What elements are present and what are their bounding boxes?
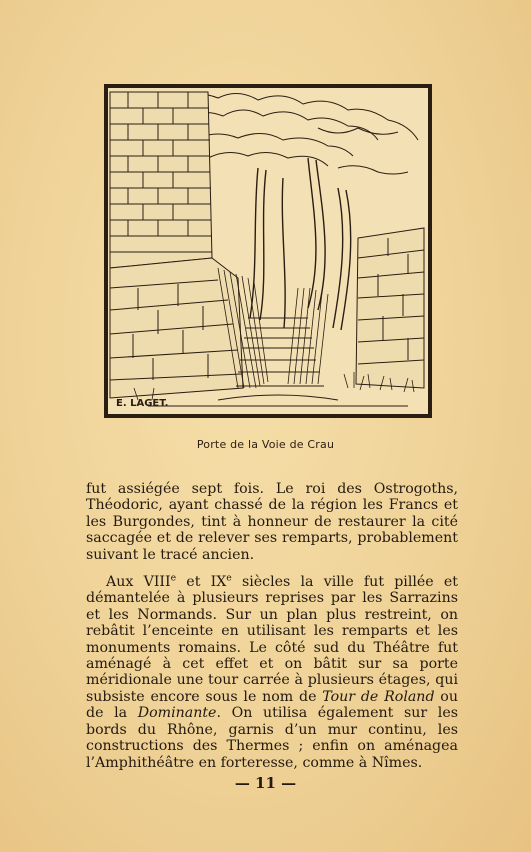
- illustration-frame: [104, 84, 432, 418]
- paragraph-2-part: . On utilisa également sur les bords du Rhône, garnis d’un mur continu, les constructions des Thermes ; enfin on aménagea l’Amphithéâtre en forteresse, comme à Nîmes.: [86, 705, 458, 771]
- paragraph-2-part: Aux VIII: [106, 574, 171, 591]
- paragraph-1: fut assiégée sept fois. Le roi des Ostrogoths, Théodoric, ayant chassé de la région les Francs et les Burgondes, tint à honneur de restaurer la cité saccagée et de relever ses remparts, probablement suivant le tracé ancien.: [86, 481, 458, 563]
- figure-caption: Porte de la Voie de Crau: [196, 438, 335, 451]
- superscript: e: [226, 572, 232, 584]
- left-tower: [110, 92, 212, 268]
- left-wall: [110, 258, 243, 398]
- body-text: [86, 481, 458, 782]
- paragraph-2-part: et IX: [176, 574, 227, 591]
- artist-signature: E. LAGET.: [116, 398, 169, 409]
- superscript: e: [170, 572, 177, 584]
- right-tower: [356, 228, 424, 388]
- paragraph-2-part: siècles la ville fut pillée et démantelée à plusieurs reprises par les Sarrazins et les Normands. Sur un plan plus restreint, on rebâtit l’enceinte en utilisant les remparts et les monuments romains. Le côté sud du Théâtre fut aménagé à cet effet et on bâtit sur sa porte méridionale une tour carrée à plusieurs étages, qui subsiste encore sous le nom de: [86, 574, 458, 705]
- paragraph-2-part: ou de la: [86, 688, 458, 722]
- italic-dominante: Dominante: [137, 705, 217, 722]
- italic-tour-de-roland: Tour de Roland: [322, 688, 435, 705]
- paragraph-2: [86, 574, 458, 771]
- gate-illustration: [108, 88, 428, 414]
- page-number: — 11 —: [234, 774, 297, 792]
